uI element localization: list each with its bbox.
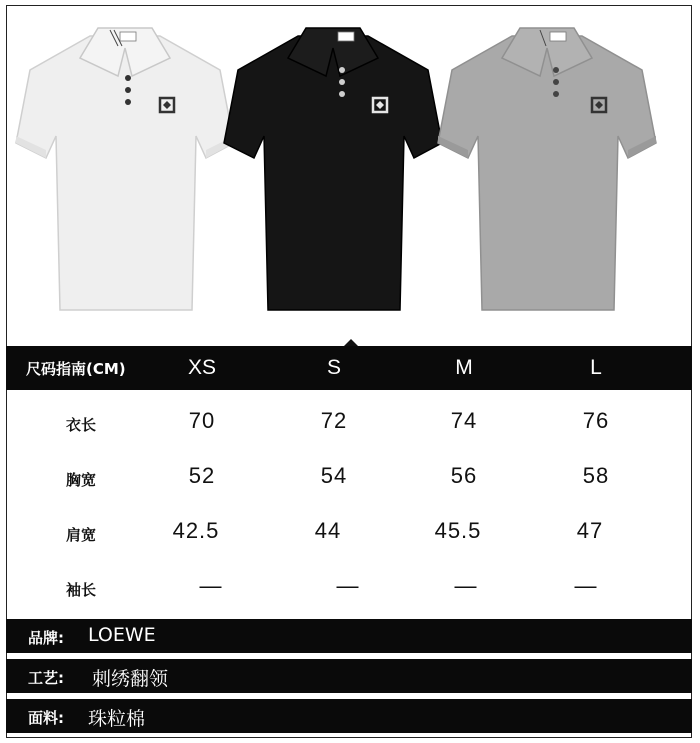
- white-polo-image: [10, 18, 240, 313]
- size-l: L: [590, 356, 602, 379]
- cell-value: —: [199, 573, 223, 598]
- brand-value: LOEWE: [88, 624, 156, 646]
- cell-value: 56: [450, 463, 478, 488]
- cell-value: 47: [576, 518, 604, 543]
- table-row: [6, 394, 692, 450]
- fabric-band: [6, 699, 692, 733]
- cell-value: 54: [320, 463, 348, 488]
- cell-value: 72: [320, 408, 348, 433]
- size-guide-title: 尺码指南(CM): [26, 360, 126, 378]
- craft-band: [6, 659, 692, 693]
- table-row: [6, 559, 692, 615]
- size-table: [6, 390, 692, 616]
- size-guide-header: [6, 346, 692, 390]
- cell-value: 44: [314, 518, 342, 543]
- product-photos: [0, 0, 700, 330]
- table-row: [6, 504, 692, 560]
- row-label-sleeve: 袖长: [66, 581, 97, 599]
- cell-value: —: [336, 573, 360, 598]
- brand-key: 品牌:: [28, 629, 64, 647]
- cell-value: 42.5: [172, 518, 220, 543]
- cell-value: 45.5: [434, 518, 482, 543]
- cell-value: 70: [188, 408, 216, 433]
- fabric-value: 珠粒棉: [88, 708, 146, 730]
- row-label-length: 衣长: [66, 416, 97, 434]
- row-label-chest: 胸宽: [66, 471, 97, 489]
- cell-value: —: [574, 573, 598, 598]
- cell-value: 52: [188, 463, 216, 488]
- size-m: M: [455, 356, 473, 379]
- size-s: S: [326, 356, 341, 379]
- fabric-key: 面料:: [28, 709, 64, 727]
- cell-value: —: [454, 573, 478, 598]
- row-label-shoulder: 肩宽: [66, 526, 97, 544]
- craft-key: 工艺:: [28, 669, 64, 687]
- cell-value: 58: [582, 463, 610, 488]
- table-row: [6, 449, 692, 505]
- size-xs: XS: [187, 356, 216, 379]
- cell-value: 74: [450, 408, 478, 433]
- cell-value: 76: [582, 408, 610, 433]
- craft-value: 刺绣翻领: [92, 668, 169, 690]
- black-polo-image: [218, 18, 448, 313]
- grey-polo-image: [432, 18, 662, 313]
- brand-band: [6, 619, 692, 653]
